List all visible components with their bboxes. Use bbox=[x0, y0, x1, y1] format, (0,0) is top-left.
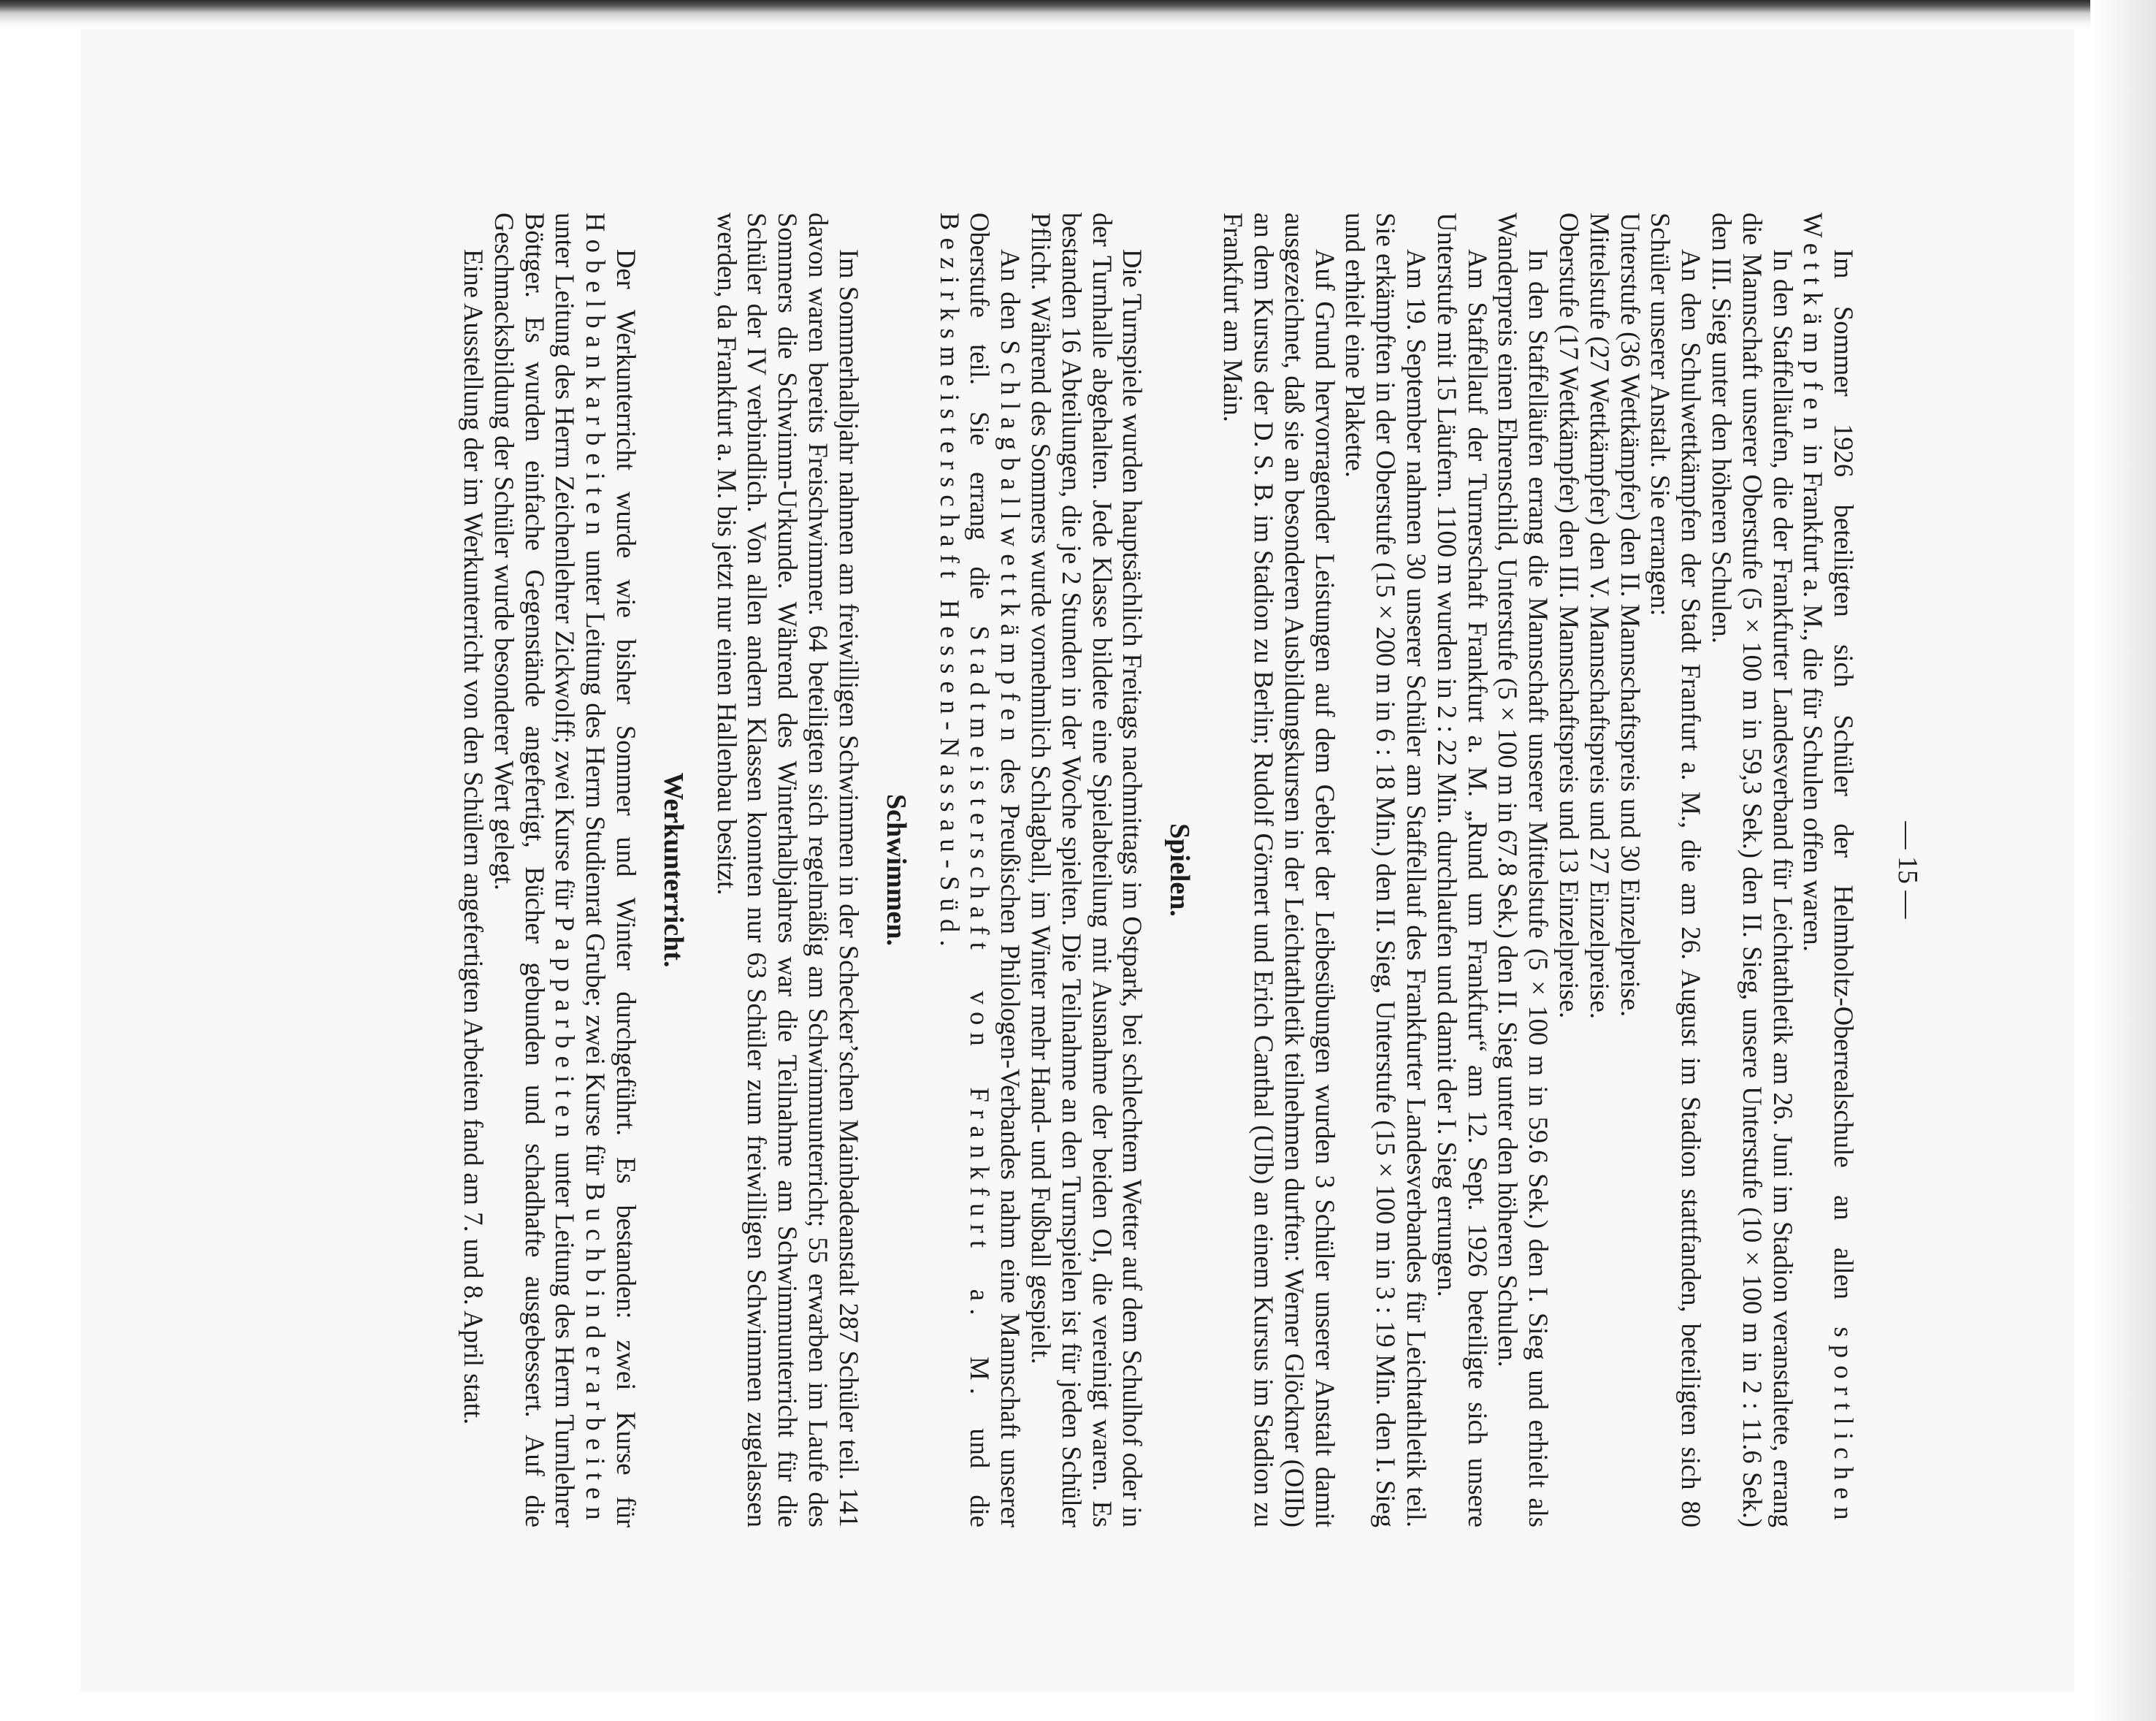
list-line: Unterstufe (36 Wettkämpfer) den II. Mannschaftspreis und 30 Einzelpreise. bbox=[1615, 213, 1645, 1018]
paragraph: Auf Grund hervorragender Leistungen auf dem Gebiet der Leibesübungen wurden 3 Schüler unserer Anstalt damit ausgezeichnet, daß sie an besonderen Ausbildungskursen in der Leichtathletik teilnehmen durften: Werner Glöckner (OIIb) an dem Kursus der D. S. B. im Stadion zu Berlin; Rudolf Görnert und Erich Canthal (UIb) an einem Kursus im Stadion zu Frankfurt am Main. bbox=[1218, 213, 1340, 1527]
rotated-page bbox=[88, 103, 1981, 1637]
text-run: in Frankfurt a. M., die für Schulen offen waren. bbox=[1798, 438, 1829, 952]
paragraph: In den Staffelläufen errang die Mannschaft unserer Mittelstufe (5 × 100 m in 59.6 Sek.) den I. Sieg und erhielt als Wanderpreis einen Ehrenschild, Unterstufe (5 × 100 m in 67.8 Sek.) den II. Sieg unter den höheren Schulen. bbox=[1493, 213, 1554, 1527]
spaced-emphasis: Schlagballwettkämpfen bbox=[995, 340, 1026, 749]
paragraph bbox=[1798, 213, 1859, 1527]
paragraph: In den Staffelläufen, die der Frankfurter Landesverband für Leichtathletik am 26. Juni im Stadion veranstaltete, errang die Mannschaft unserer Oberstufe (5 × 100 m in 59,3 Sek.) den II. Sieg, unsere Unterstufe (10 × 100 m in 2 : 11.6 Sek.) den III. Sieg unter den höheren Schulen. bbox=[1707, 213, 1798, 1527]
spielen-section bbox=[934, 213, 1148, 1527]
paragraph: Am Staffellauf der Turnerschaft Frankfurt a. M. „Rund um Frankfurt“ am 12. Sept. 1926 beteiligte sich unsere Unterstufe mit 15 Läufern. 1100 m wurden in 2 : 22 Min. durchlaufen und damit der I. Sieg errungen. bbox=[1431, 213, 1493, 1527]
spaced-emphasis: Buchbinderarbeiten bbox=[581, 1183, 611, 1527]
schwimmen-section bbox=[711, 213, 864, 1527]
scan-right-edge bbox=[2090, 0, 2156, 1721]
text-run: unter Leitung des Herrn Turnlehrer Böttger. Es wurden einfache Gegenstände angefertigt, Bücher gebunden und schadhafte ausgebessert. Auf die Geschmacksbildung der Schüler wurde besonderer Wert gelegt. bbox=[489, 213, 581, 1527]
paragraph: Eine Ausstellung der im Werkunterricht von den Schülern angefertigten Arbeiten fand am 7. und 8. April statt. bbox=[458, 249, 489, 1425]
spaced-emphasis: sportlichen Wettkämpfen bbox=[1798, 213, 1859, 1527]
paragraph: Die Turnspiele wurden hauptsächlich Freitags nachmittags im Ostpark, bei schlechtem Wetter auf dem Schulhof oder in der Turnhalle abgehalten. Jede Klasse bildete eine Spielabteilung mit Ausnahme der beiden OI, die vereinigt waren. Es bestanden 16 Abteilungen, die je 2 Stunden in der Woche spielten. Die Teilnahme an den Turnspielen ist für jeden Schüler Pflicht. Während des Sommers wurde vornehmlich Schlagball, im Winter mehr Hand- und Fußball gespielt. bbox=[1026, 213, 1148, 1528]
text-run: und die bbox=[965, 1402, 995, 1527]
section-heading-spielen: Spielen. bbox=[1164, 823, 1196, 917]
paragraph bbox=[934, 213, 1025, 1527]
spaced-emphasis: Stadtmeisterschaft von Frankfurt a. M. bbox=[965, 625, 995, 1403]
text-run: Im Sommer 1926 beteiligten sich Schüler der Helmholtz-Oberrealschule an allen bbox=[1829, 249, 1859, 1327]
text-run: des Preußischen Philologen-Verbandes nahm eine Mannschaft unserer Oberstufe teil. Sie errang die bbox=[965, 213, 1026, 1528]
text-run: Der Werkunterricht wurde wie bisher Sommer und Winter durchgeführt. Es bestanden: zwei Kurse für bbox=[611, 249, 641, 1527]
spaced-emphasis: Bezirksmeisterschaft Hessen-Nassau-Süd. bbox=[934, 213, 965, 954]
paragraph bbox=[489, 213, 641, 1527]
page-number: — 15 — bbox=[1892, 821, 1923, 919]
paragraph: An den Schulwettkämpfen der Stadt Franfurt a. M., die am 26. August im Stadion stattfanden, beteiligten sich 80 Schüler unserer Anstalt. Sie errangen: bbox=[1645, 213, 1707, 1527]
werkunterricht-section bbox=[458, 213, 641, 1527]
list-line: Mittelstufe (27 Wettkämpfer) den V. Mannschaftspreis und 27 Einzelpreise. bbox=[1584, 213, 1615, 1019]
spaced-emphasis: Hobelbankarbeiten bbox=[581, 213, 611, 543]
section-heading-schwimmen: Schwimmen. bbox=[880, 794, 911, 946]
text-run: An den bbox=[995, 249, 1026, 340]
list-line: Oberstufe (17 Wettkämpfer) den III. Mannschaftspreis und 13 Einzelpreise. bbox=[1554, 213, 1585, 1019]
spaced-emphasis: Papparbeiten bbox=[550, 916, 581, 1145]
text-run: unter Leitung des Herrn Zeichenlehrer Zickwolff; zwei Kurse für bbox=[550, 213, 581, 917]
section-heading-werkunterricht: Werkunterricht. bbox=[657, 772, 689, 968]
scan-top-edge bbox=[0, 0, 2156, 29]
text-run: unter Leitung des Herrn Studienrat Grube; zwei Kurse für bbox=[581, 542, 611, 1183]
intro-section bbox=[1217, 213, 1859, 1527]
paragraph: Am 19. September nahmen 30 unserer Schüler am Staffellauf des Frankfurter Landesverbandes für Leichtathletik teil. Sie erkämpften in der Oberstufe (15 × 200 m in 6 : 18 Min.) den II. Sieg, Unterstufe (15 × 100 m in 3 : 19 Min. den I. Sieg und erhielt eine Plakette. bbox=[1340, 213, 1432, 1527]
paragraph: Im Sommerhalbjahr nahmen am freiwilligen Schwimmen in der Schecker’schen Mainbadeanstalt 287 Schüler teil. 141 davon waren bereits Freischwimmer. 64 beteiligten sich regelmäßig am Schwimmunterricht; 55 erwarben im Laufe des Sommers die Schwimm-Urkunde. Während des Winterhalbjahres war die Teilnahme am Schwimmunterricht für die Schüler der IV verbindlich. Von allen andern Klassen konnten nur 63 Schüler zum freiwilligen Schwimmen zugelassen werden, da Frankfurt a. M. bis jetzt nur einen Hallenbau besitzt. bbox=[711, 213, 864, 1527]
